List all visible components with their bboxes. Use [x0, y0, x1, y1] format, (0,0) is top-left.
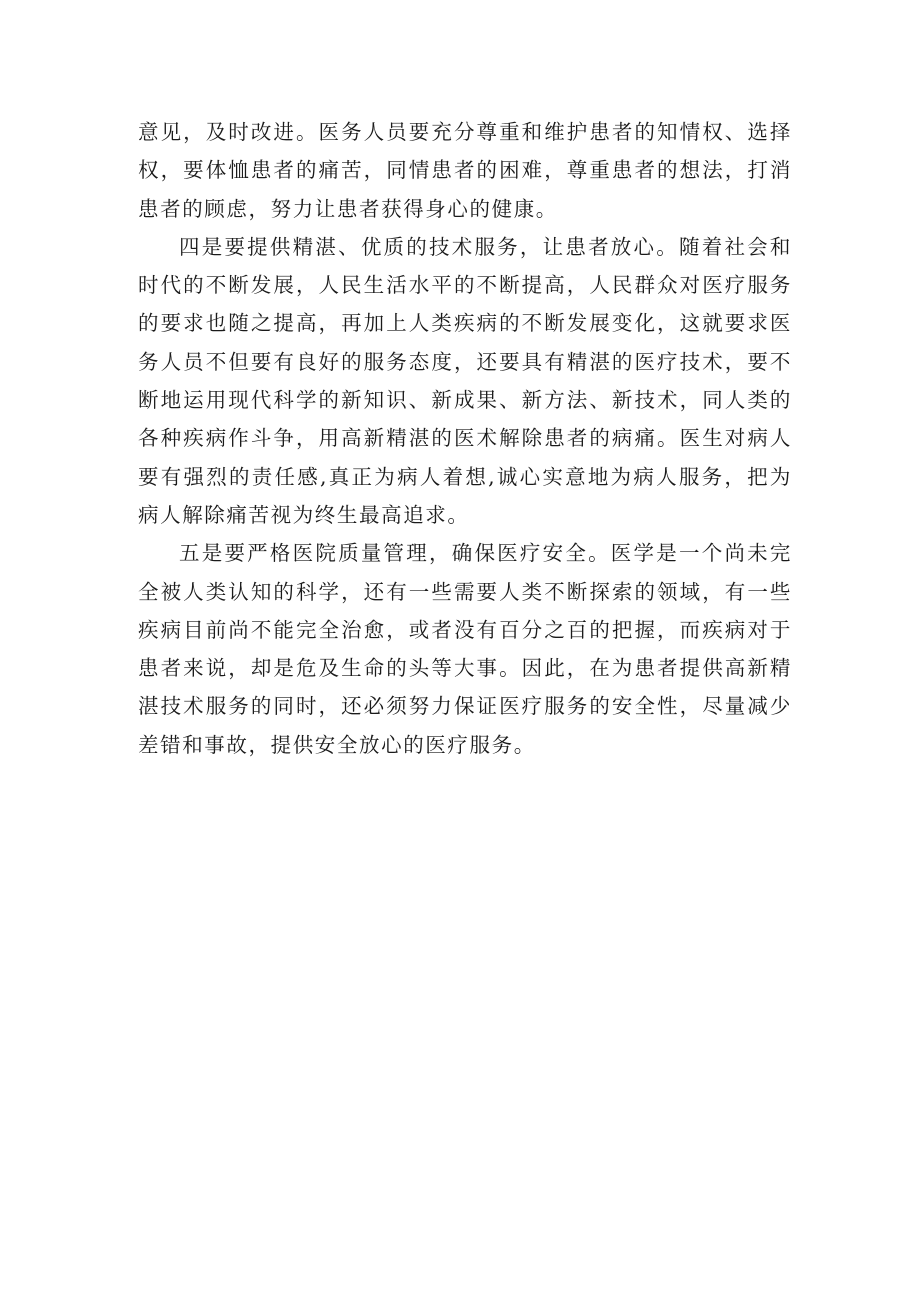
document-body — [138, 113, 792, 764]
paragraph-continuation: 意见，及时改进。医务人员要充分尊重和维护患者的知情权、选择权，要体恤患者的痛苦，同情患者的困难，尊重患者的想法，打消患者的顾虑，努力让患者获得身心的健康。 — [138, 120, 792, 221]
paragraph-point-five: 五是要严格医院质量管理，确保医疗安全。医学是一个尚未完全被人类认知的科学，还有一些需要人类不断探索的领域，有一些疾病目前尚不能完全治愈，或者没有百分之百的把握，而疾病对于患者来说，却是危及生命的头等大事。因此，在为患者提供高新精湛技术服务的同时，还必须努力保证医疗服务的安全性，尽量减少差错和事故，提供安全放心的医疗服务。 — [138, 541, 792, 757]
paragraph-point-four: 四是要提供精湛、优质的技术服务，让患者放心。随着社会和时代的不断发展，人民生活水平的不断提高，人民群众对医疗服务的要求也随之提高，再加上人类疾病的不断发展变化，这就要求医务人员不但要有良好的服务态度，还要具有精湛的医疗技术，要不断地运用现代科学的新知识、新成果、新方法、新技术，同人类的各种疾病作斗争，用高新精湛的医术解除患者的病痛。医生对病人要有强烈的责任感,真正为病人着想,诚心实意地为病人服务，把为病人解除痛苦视为终生最高追求。 — [138, 234, 792, 527]
